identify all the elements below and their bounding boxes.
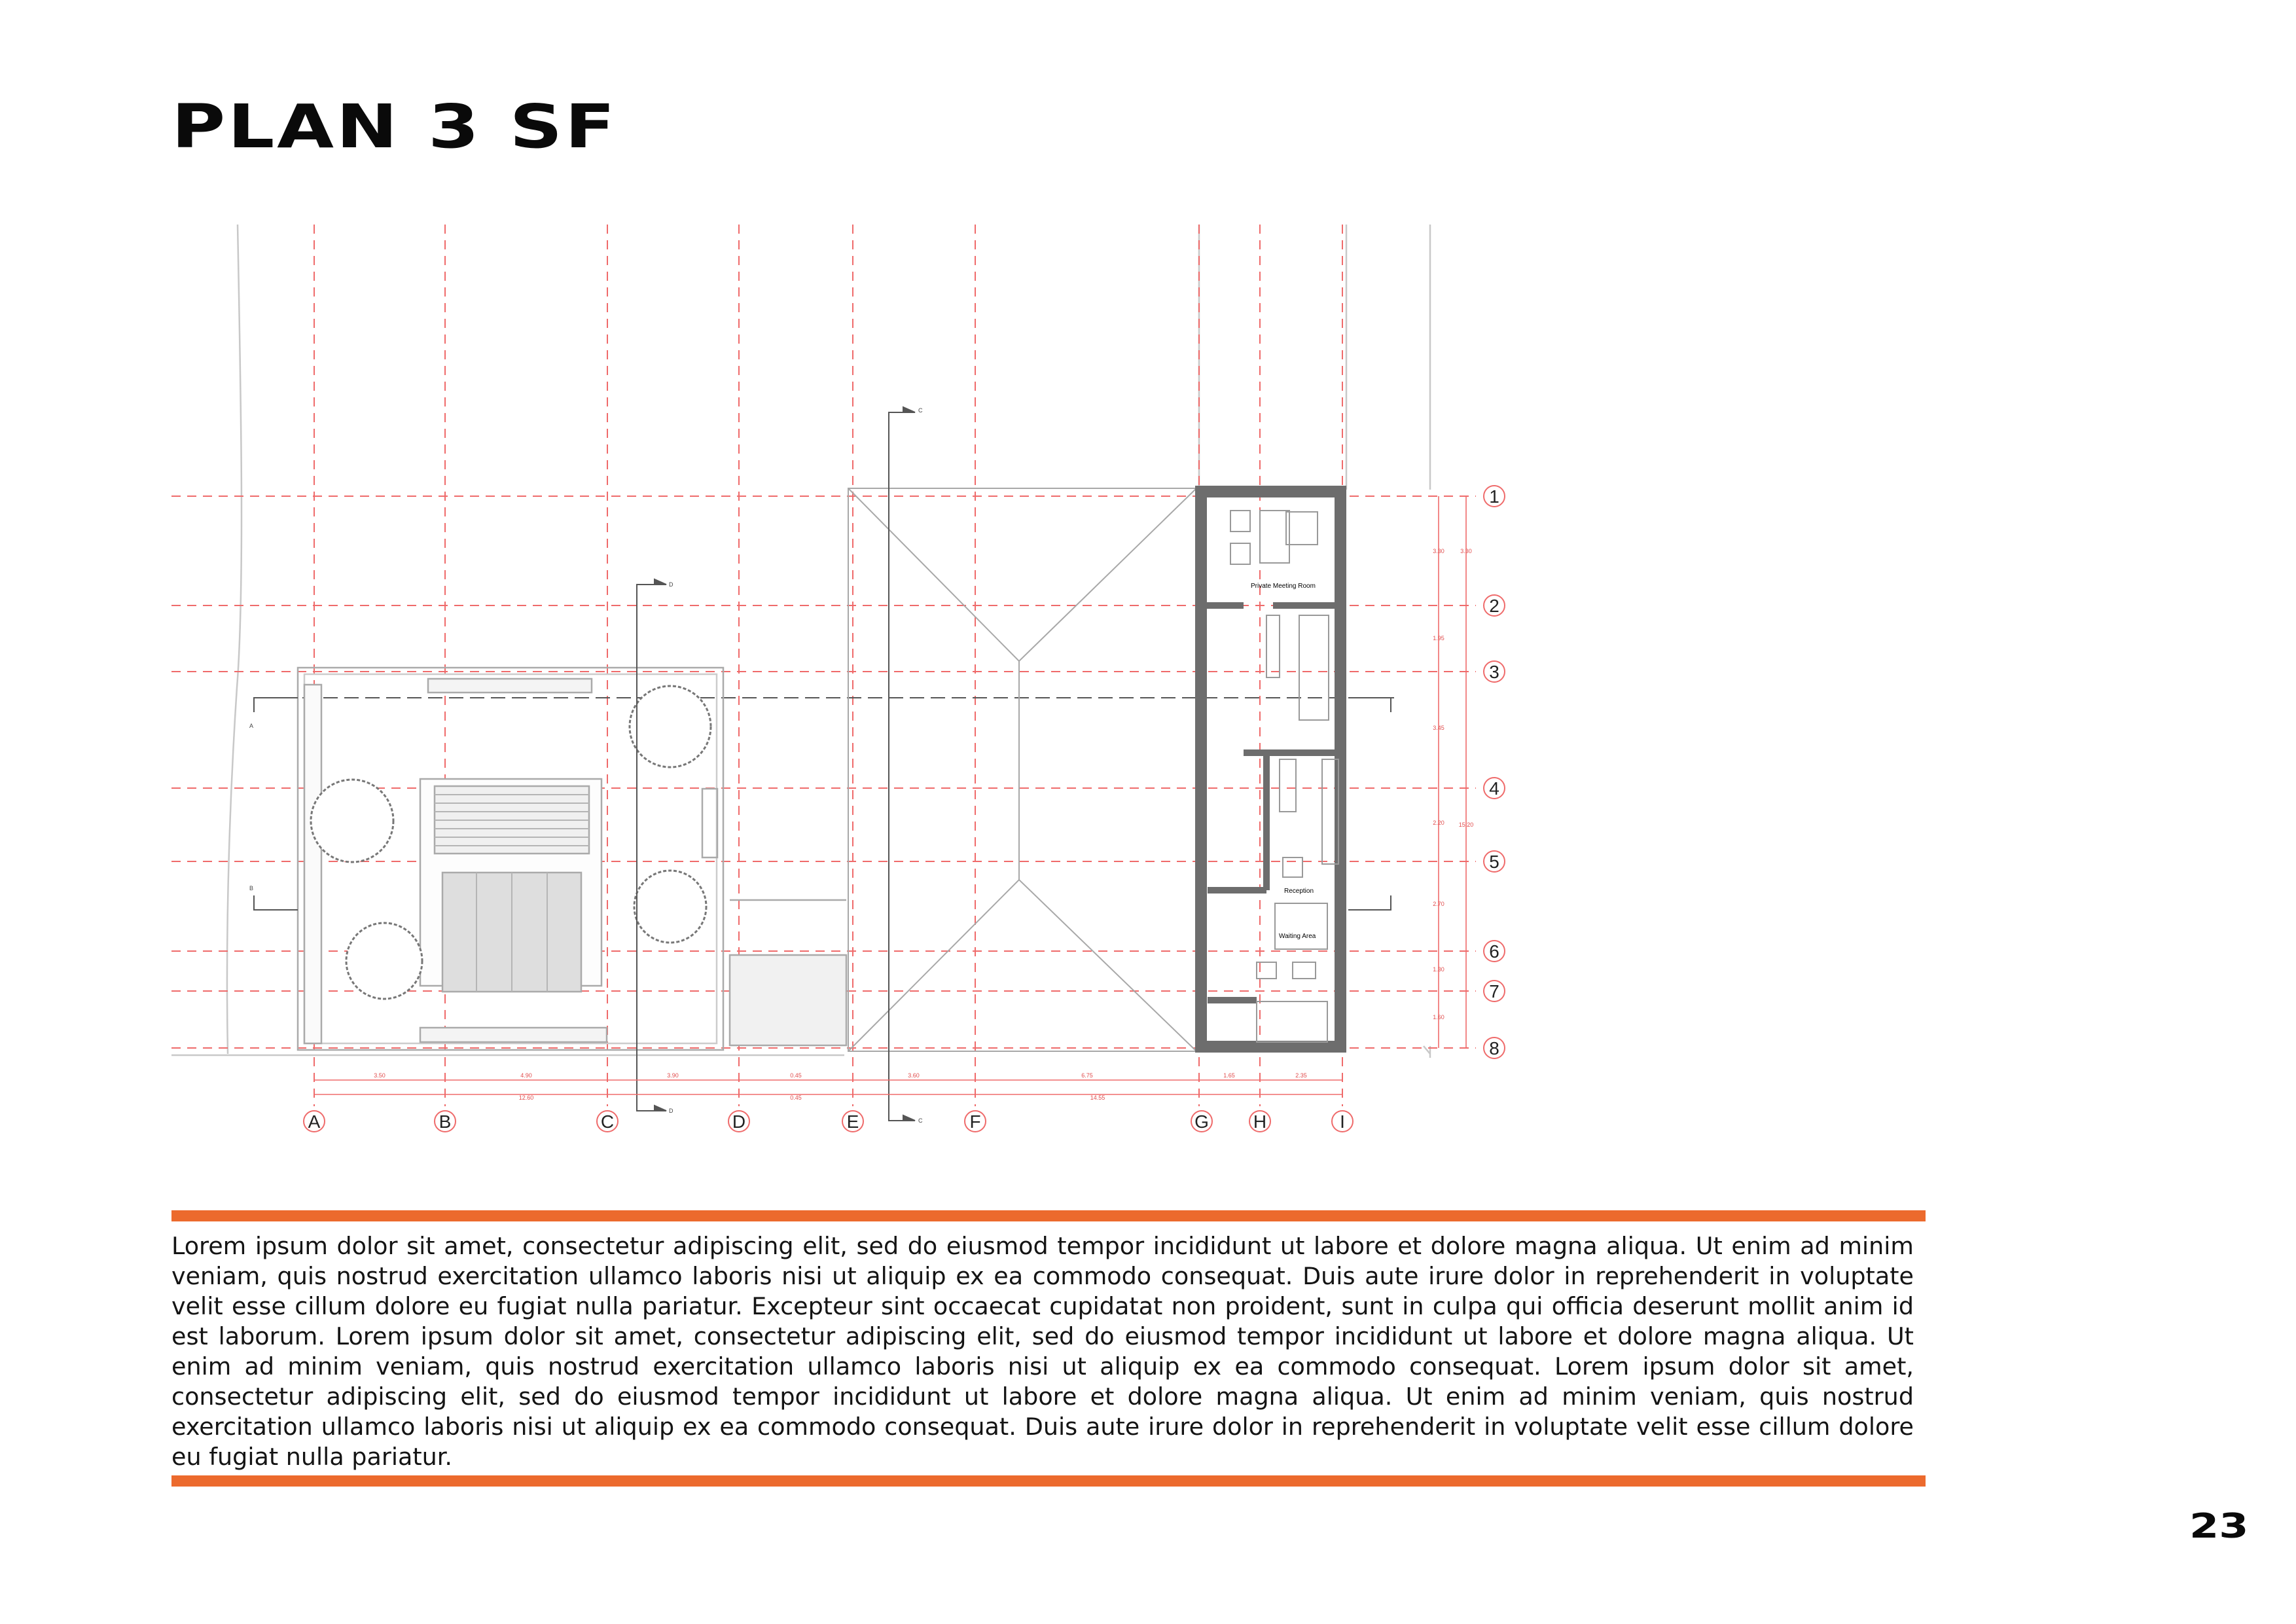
- grid-bubble-a: [304, 1111, 325, 1132]
- interior-walls: [1201, 605, 1340, 1000]
- svg-text:B: B: [439, 1111, 452, 1132]
- dim-col-bc: 4.90: [520, 1072, 532, 1079]
- grid-bubble-e: [842, 1111, 863, 1132]
- section-label-d-bottom: D: [669, 1108, 673, 1114]
- grid-bubble-d: [728, 1111, 749, 1132]
- svg-text:6: 6: [1489, 941, 1499, 962]
- svg-text:1: 1: [1489, 486, 1499, 507]
- svg-text:D: D: [732, 1111, 746, 1132]
- svg-text:3: 3: [1489, 662, 1499, 682]
- dim-row-12-right: 3.30: [1460, 548, 1472, 554]
- roof-block: [848, 488, 1196, 1051]
- svg-text:I: I: [1340, 1111, 1345, 1132]
- dim-total-ei: 14.55: [1090, 1094, 1105, 1101]
- svg-text:2: 2: [1489, 596, 1499, 616]
- page-number: 23: [2189, 1507, 2249, 1546]
- dim-col-hi: 2.35: [1295, 1072, 1307, 1079]
- section-marker-c: [889, 407, 915, 1121]
- column-dimension-labels: [374, 1072, 1307, 1101]
- dim-total-ac: 12.60: [518, 1094, 534, 1101]
- svg-text:5: 5: [1489, 852, 1499, 872]
- grid-bubble-g: [1191, 1111, 1212, 1132]
- grid-bubble-5: [1484, 851, 1505, 872]
- grid-bubble-1: [1484, 486, 1505, 507]
- grid-bubble-c: [597, 1111, 618, 1132]
- dim-col-de: 0.45: [790, 1072, 802, 1079]
- room-label-reception: Reception: [1284, 888, 1314, 895]
- section-marker-d: [637, 579, 666, 1111]
- row-grid-bubbles: [1484, 486, 1505, 1058]
- dim-row-34: 3.45: [1433, 725, 1444, 731]
- grid-bubble-4: [1484, 778, 1505, 799]
- grid-bubble-b: [435, 1111, 456, 1132]
- section-label-d-top: D: [669, 581, 673, 588]
- dim-total-de: 0.45: [790, 1094, 802, 1101]
- dim-row-45: 2.20: [1433, 820, 1444, 826]
- svg-text:H: H: [1253, 1111, 1267, 1132]
- dim-row-56: 2.70: [1433, 901, 1444, 907]
- dim-row-23: 1.95: [1433, 635, 1444, 641]
- dim-row-total: 15.20: [1458, 821, 1474, 828]
- svg-text:G: G: [1194, 1111, 1209, 1132]
- svg-text:A: A: [308, 1111, 321, 1132]
- grid-bubble-8: [1484, 1038, 1505, 1058]
- dim-row-78: 1.60: [1433, 1014, 1444, 1020]
- section-label-a-left: A: [249, 723, 254, 729]
- accent-rule-bottom: [171, 1475, 1926, 1487]
- dim-col-fg: 6.75: [1081, 1072, 1093, 1079]
- dim-row-67: 1.30: [1433, 966, 1444, 973]
- dim-row-12: 3.30: [1433, 548, 1444, 554]
- svg-text:C: C: [600, 1111, 615, 1132]
- svg-text:E: E: [846, 1111, 859, 1132]
- svg-text:7: 7: [1489, 981, 1499, 1001]
- column-grid-bubbles: [304, 1111, 1353, 1132]
- section-label-b-left: B: [249, 885, 254, 892]
- grid-bubble-3: [1484, 661, 1505, 682]
- grid-bubble-h: [1249, 1111, 1270, 1132]
- grid-bubble-2: [1484, 595, 1505, 616]
- interior-fixtures: [1230, 511, 1338, 1042]
- room-label-waiting: Waiting Area: [1279, 933, 1316, 940]
- section-label-c-top: C: [918, 407, 923, 414]
- page-title: PLAN 3 SF: [171, 92, 618, 162]
- svg-text:F: F: [969, 1111, 981, 1132]
- grid-bubble-6: [1484, 941, 1505, 962]
- dim-col-cd: 3.90: [667, 1072, 679, 1079]
- svg-text:4: 4: [1489, 778, 1499, 799]
- section-label-c-bottom: C: [918, 1117, 923, 1124]
- grid-bubble-f: [965, 1111, 986, 1132]
- dim-col-ab: 3.50: [374, 1072, 386, 1079]
- description-paragraph: Lorem ipsum dolor sit amet, consectetur adipiscing elit, sed do eiusmod tempor incididunt ut labore et dolore magna aliqua. Ut enim ad minim veniam, quis nostrud exercitation ullamco laboris nisi ut aliquip ex ea commodo consequat. Duis aute irure dolor in reprehenderit in voluptate velit esse cillum dolore eu fugiat nulla pariatur. Excepteur sint occaecat cupidatat non proident, sunt in culpa qui officia deserunt mollit anim id est laborum. Lorem ipsum dolor sit amet, consectetur adipiscing elit, sed do eiusmod tempor incididunt ut labore et dolore magna aliqua. Ut enim ad minim veniam, quis nostrud exercitation ullamco laboris nisi ut aliquip ex ea commodo consequat. Lorem ipsum dolor sit amet, consectetur adipiscing elit, sed do eiusmod tempor incididunt ut labore et dolore magna aliqua. Ut enim ad minim veniam, quis nostrud exercitation ullamco laboris nisi ut aliquip ex ea commodo consequat. Duis aute irure dolor in reprehenderit in voluptate velit esse cillum dolore eu fugiat nulla pariatur.: [171, 1232, 1914, 1471]
- accent-rule-top: [171, 1210, 1926, 1221]
- grid-bubble-i: [1332, 1111, 1353, 1132]
- room-label-meeting: Private Meeting Room: [1251, 583, 1316, 590]
- dim-col-gh: 1.65: [1223, 1072, 1235, 1079]
- dim-col-ef: 3.60: [908, 1072, 920, 1079]
- building-walls: [1201, 492, 1340, 1047]
- grid-bubble-7: [1484, 981, 1505, 1001]
- svg-text:8: 8: [1489, 1038, 1499, 1058]
